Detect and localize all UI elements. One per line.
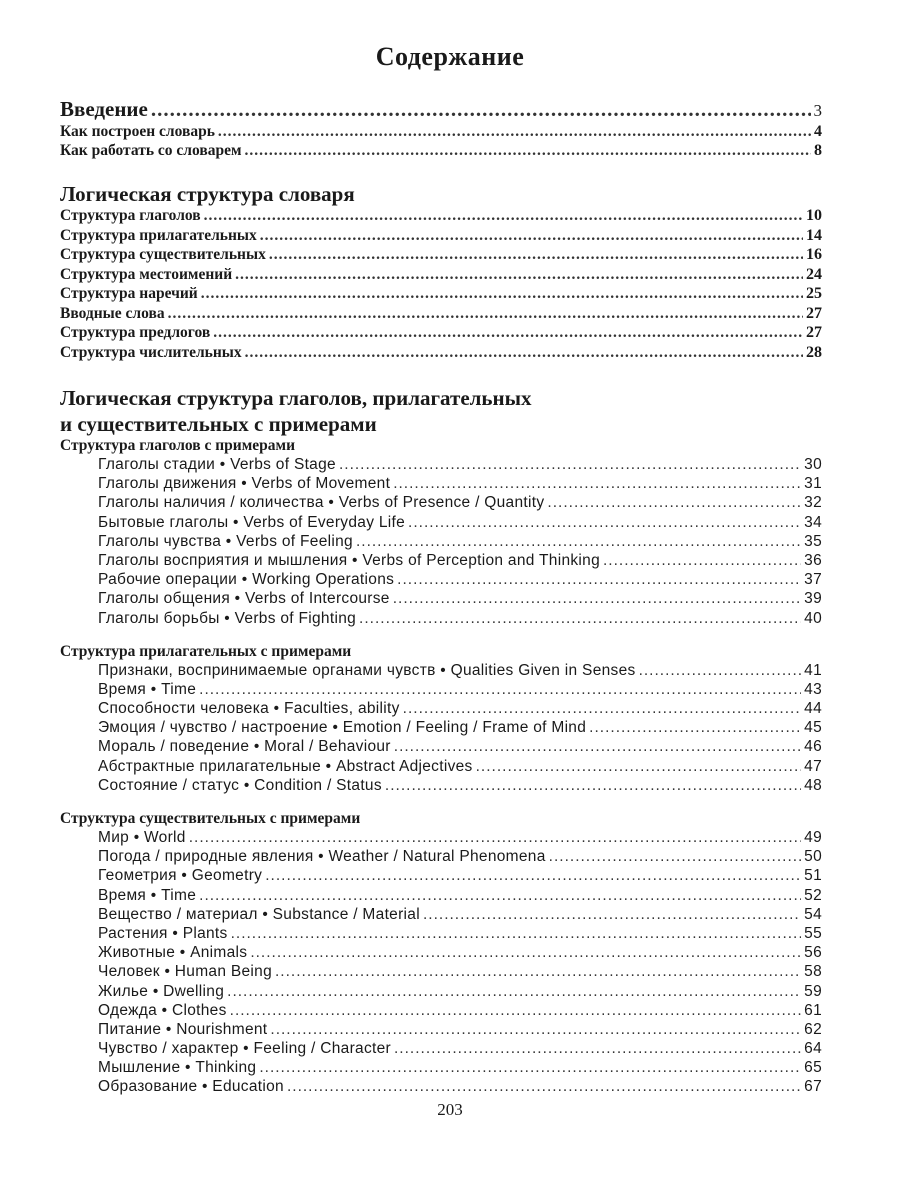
toc-label: Рабочие операции • Working Operations (98, 571, 395, 589)
dot-leader (168, 305, 803, 323)
dot-leader (287, 1078, 801, 1096)
toc-page-number: 39 (804, 590, 822, 608)
toc-label: Глаголы чувства • Verbs of Feeling (98, 532, 353, 550)
toc-label: Эмоция / чувство / настроение • Emotion / Feeling / Frame of Mind (98, 719, 587, 737)
dot-leader (394, 738, 801, 756)
toc-label: Мир • World (98, 829, 186, 846)
toc-entry (60, 1021, 822, 1040)
dot-leader (260, 227, 803, 245)
toc-label: Глаголы наличия / количества • Verbs of Presence / Quantity (98, 494, 545, 512)
dot-leader (356, 533, 801, 551)
dot-leader (339, 456, 801, 474)
toc-page-number: 64 (804, 1040, 822, 1058)
dot-leader (547, 494, 801, 512)
toc-label: Глаголы общения • Verbs of Intercourse (98, 590, 390, 608)
toc-entry (60, 662, 822, 681)
toc-label: Мышление • Thinking (98, 1059, 257, 1077)
toc-row (60, 142, 822, 161)
dot-leader (250, 944, 801, 962)
dot-leader (549, 848, 802, 866)
toc-page-number: 25 (806, 285, 822, 302)
toc-entry (60, 700, 822, 719)
subsection-heading-verbs: Структура глаголов с примерами (60, 437, 296, 454)
subsection-heading-nouns: Структура существительных с примерами (60, 810, 361, 827)
toc-page-number: 8 (814, 142, 822, 159)
dot-leader (151, 97, 811, 122)
toc-row (60, 324, 822, 344)
toc-page-number: 59 (804, 982, 822, 1000)
page-number-footer: 203 (437, 1100, 463, 1119)
toc-page-number: 31 (804, 475, 822, 493)
toc-page-number: 65 (804, 1059, 822, 1077)
toc-label: Чувство / характер • Feeling / Character (98, 1040, 391, 1058)
toc-entry (60, 738, 822, 757)
toc-page-number: 28 (806, 343, 822, 361)
toc-page-number: 37 (804, 571, 822, 589)
toc-page-number: 50 (804, 848, 822, 866)
toc-page-number: 52 (804, 886, 822, 904)
toc-page-number: 45 (804, 719, 822, 737)
toc-entry (60, 867, 822, 886)
toc-entry (60, 887, 822, 906)
dot-leader (218, 123, 811, 141)
toc-page-number: 36 (804, 551, 822, 569)
dot-leader (189, 829, 801, 847)
toc-row (60, 266, 822, 286)
dot-leader (394, 1040, 801, 1058)
toc-page-number: 67 (804, 1078, 822, 1096)
dot-leader (397, 571, 801, 589)
toc-page-number: 62 (804, 1020, 822, 1038)
section-heading-line2: и существительных с примерами (60, 412, 377, 436)
toc-label: Структура существительных (60, 246, 266, 263)
toc-page-number: 48 (804, 776, 822, 794)
toc-page-number: 51 (804, 867, 822, 885)
toc-page-number: 34 (804, 513, 822, 531)
toc-label: Погода / природные явления • Weather / Natural Phenomena (98, 848, 546, 866)
toc-label: Структура глаголов (60, 207, 201, 224)
toc-label: Животные • Animals (98, 944, 248, 962)
dot-leader (227, 983, 801, 1001)
toc-page-number: 14 (806, 226, 822, 244)
toc-row (60, 123, 822, 142)
toc-entry (60, 475, 822, 494)
toc-page-number: 58 (804, 963, 822, 981)
toc-entry (60, 829, 822, 848)
toc-entry (60, 848, 822, 867)
dot-leader (589, 719, 801, 737)
toc-entry (60, 777, 822, 796)
toc-page-number: 40 (804, 609, 822, 627)
toc-page-number: 10 (806, 207, 822, 224)
toc-row (60, 207, 822, 227)
toc-entry (60, 906, 822, 925)
toc-label: Жилье • Dwelling (98, 982, 225, 1000)
dot-leader (201, 285, 803, 303)
toc-page-number: 54 (804, 905, 822, 923)
toc-row (60, 227, 822, 247)
toc-entry (60, 1059, 822, 1078)
toc-label: Человек • Human Being (98, 963, 272, 981)
dot-leader (230, 1002, 802, 1020)
toc-label: Признаки, воспринимаемые органами чувств • Qualities Given in Senses (98, 661, 636, 679)
toc-page-number: 43 (804, 680, 822, 698)
toc-label: Глаголы борьбы • Verbs of Fighting (98, 609, 357, 627)
toc-label: Структура местоимений (60, 265, 233, 283)
toc-label: Структура предлогов (60, 324, 211, 341)
dot-leader (199, 681, 801, 699)
toc-label: Структура наречий (60, 285, 198, 302)
dot-leader (359, 610, 801, 628)
dot-leader (423, 906, 801, 924)
dot-leader (476, 758, 802, 776)
toc-label: Мораль / поведение • Moral / Behaviour (98, 738, 391, 756)
dot-leader (235, 266, 803, 284)
toc-page-number: 27 (806, 304, 822, 322)
dot-leader (603, 552, 801, 570)
toc-label: Глаголы восприятия и мышления • Verbs of Perception and Thinking (98, 551, 600, 569)
toc-page-number: 16 (806, 246, 822, 263)
toc-label: Структура прилагательных (60, 226, 257, 244)
toc-label: Глаголы движения • Verbs of Movement (98, 475, 391, 493)
toc-label: Бытовые глаголы • Verbs of Everyday Life (98, 513, 406, 531)
toc-page-number: 35 (804, 532, 822, 550)
toc-entry (60, 610, 822, 629)
toc-label: Состояние / статус • Condition / Status (98, 776, 382, 794)
toc-page-number: 24 (806, 265, 822, 283)
toc-entry (60, 1078, 822, 1097)
toc-label: Время • Time (98, 886, 197, 904)
toc-entry (60, 571, 822, 590)
section-heading: Логическая структура словаря (60, 182, 355, 206)
section-heading-line1: Логическая структура глаголов, прилагательных (60, 386, 532, 410)
toc-label: Геометрия • Geometry (98, 867, 263, 885)
toc-page-number: 55 (804, 924, 822, 942)
dot-leader (408, 514, 801, 532)
table-of-contents (60, 97, 822, 1098)
toc-row (60, 305, 822, 325)
toc-entry (60, 719, 822, 738)
toc-page-number: 44 (804, 700, 822, 718)
toc-page-number: 32 (804, 494, 822, 512)
toc-label: Введение (60, 97, 148, 121)
toc-label: Способности человека • Faculties, ability (98, 700, 400, 718)
toc-label: Образование • Education (98, 1078, 284, 1096)
toc-row (60, 246, 822, 266)
toc-page-number: 4 (814, 123, 822, 140)
toc-row-introduction (60, 97, 822, 123)
dot-leader (231, 925, 802, 943)
toc-row (60, 344, 822, 364)
dot-leader (204, 207, 803, 225)
dot-leader (639, 662, 802, 680)
toc-label: Питание • Nourishment (98, 1020, 268, 1038)
toc-page-number: 3 (813, 101, 822, 120)
toc-entry (60, 552, 822, 571)
toc-label: Растения • Plants (98, 924, 228, 942)
toc-label: Время • Time (98, 680, 197, 698)
dot-leader (213, 324, 803, 342)
toc-entry (60, 983, 822, 1002)
toc-page-number: 47 (804, 757, 822, 775)
toc-label: Как построен словарь (60, 123, 215, 140)
toc-entry (60, 456, 822, 475)
toc-label: Структура числительных (60, 343, 242, 361)
dot-leader (270, 1021, 801, 1039)
dot-leader (275, 963, 801, 981)
subsection-heading-adjectives: Структура прилагательных с примерами (60, 642, 352, 660)
toc-label: Одежда • Clothes (98, 1001, 227, 1019)
dot-leader (269, 246, 803, 264)
toc-label: Глаголы стадии • Verbs of Stage (98, 456, 336, 473)
toc-entry (60, 494, 822, 513)
dot-leader (199, 887, 801, 905)
toc-entry (60, 1040, 822, 1059)
toc-label: Абстрактные прилагательные • Abstract Adjectives (98, 757, 473, 775)
toc-page-number: 30 (804, 456, 822, 473)
toc-page-number: 46 (804, 738, 822, 756)
toc-page-number: 61 (804, 1001, 822, 1019)
toc-entry (60, 681, 822, 700)
toc-page-number: 56 (804, 944, 822, 962)
dot-leader (265, 867, 801, 885)
dot-leader (245, 142, 811, 160)
toc-entry (60, 963, 822, 982)
toc-page-number: 41 (804, 661, 822, 679)
toc-entry (60, 758, 822, 777)
toc-entry (60, 533, 822, 552)
toc-entry (60, 590, 822, 609)
toc-row (60, 285, 822, 305)
toc-label: Вводные слова (60, 304, 165, 322)
toc-label: Вещество / материал • Substance / Material (98, 905, 420, 923)
dot-leader (385, 777, 801, 795)
dot-leader (245, 344, 803, 362)
toc-entry (60, 1002, 822, 1021)
dot-leader (393, 475, 801, 493)
dot-leader (259, 1059, 801, 1077)
page-title: Содержание (375, 42, 525, 71)
dot-leader (403, 700, 801, 718)
dot-leader (393, 590, 801, 608)
toc-entry (60, 925, 822, 944)
toc-entry (60, 514, 822, 533)
toc-page-number: 49 (804, 829, 822, 846)
toc-entry (60, 944, 822, 963)
toc-page-number: 27 (806, 324, 822, 341)
toc-label: Как работать со словарем (60, 142, 242, 159)
